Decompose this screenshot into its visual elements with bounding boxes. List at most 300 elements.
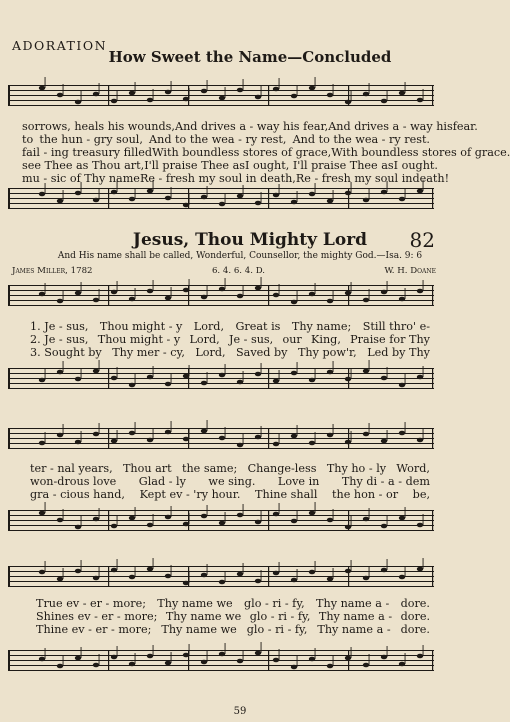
note-head [39,86,45,91]
note-head [327,577,333,582]
note-stem [351,282,352,293]
note-stem [171,421,172,432]
concluded-title: How Sweet the Name—Concluded [108,48,392,66]
note-stem [297,569,298,580]
note-head [39,441,45,446]
note-head [165,382,171,387]
note-stem [63,655,64,666]
note-stem [153,429,154,440]
lyric-segment: Thy name we [161,623,237,636]
note-head [111,376,117,381]
note-head [183,581,189,586]
note-stem [243,504,244,515]
note-stem [351,368,352,379]
note-head [75,440,81,445]
credits [12,266,436,276]
note-stem [279,184,280,195]
lyric-segment: Thy name a - [318,610,393,623]
music-notation [8,368,434,394]
note-head [147,375,153,380]
note-head [399,575,405,580]
system1-verse-line-1 [30,320,430,333]
staff-treble-3 [8,428,434,450]
system2-verse-line-2 [30,475,430,488]
music-notation [8,566,434,592]
barline [108,650,109,671]
note-head [219,580,225,585]
lyric-segment: And drives a - way his [328,120,453,133]
note-head [291,578,297,583]
note-head [237,443,243,448]
note-stem [189,279,190,290]
meter: 6. 4. 6. 4. D. [211,266,266,276]
note-head [93,663,99,668]
note-stem [333,84,334,95]
note-stem [405,507,406,518]
music-notation [8,85,434,111]
note-stem [279,503,280,514]
note-stem [261,511,262,522]
note-head [75,291,81,296]
barline [348,285,349,306]
lyric-segment: And to the wea - ry rest. [292,133,430,146]
staff-bass-2 [8,368,434,390]
note-stem [207,651,208,662]
note-stem [171,373,172,384]
note-head [327,518,333,523]
note-stem [117,181,118,192]
note-stem [369,508,370,519]
note-stem [189,365,190,376]
note-head [273,658,279,663]
note-stem [261,570,262,581]
note-head [363,432,369,437]
note-head [57,664,63,669]
note-stem [423,558,424,569]
note-stem [387,515,388,526]
note-head [93,576,99,581]
lyric-segment: With boundless stores of grace. [331,146,510,159]
lyric-segment: gra - cious hand, [30,488,125,501]
staff-treble-4 [8,566,434,588]
lyric-segment: King, [311,333,341,346]
note-head [147,567,153,572]
concluded-verse-line-1 [22,120,478,133]
note-head [309,86,315,91]
lyric-segment: be, [412,488,430,501]
lyric-segment: see Thee as Thou art, [22,159,145,172]
note-head [183,97,189,102]
lyric-segment: Re - fresh my soul in [295,172,413,185]
note-stem [279,649,280,660]
note-head [39,511,45,516]
staff-bass-4 [8,650,434,672]
barline [432,285,433,306]
lyric-segment: to [22,133,34,146]
note-head [381,524,387,529]
note-stem [99,508,100,519]
note-head [309,378,315,383]
note-head [165,196,171,201]
note-stem [333,424,334,435]
note-stem [171,652,172,663]
barline [268,368,269,389]
note-head [399,662,405,667]
note-head [273,193,279,198]
hymn-number: 82 [409,228,435,252]
concluded-verse-line-4 [22,159,438,172]
note-stem [171,506,172,517]
note-head [237,88,243,93]
note-stem [99,567,100,578]
note-stem [225,193,226,204]
note-stem [315,77,316,88]
note-head [75,525,81,530]
note-head [381,376,387,381]
note-head [363,369,369,374]
note-stem [153,180,154,191]
note-head [291,434,297,439]
lyric-segment: Shines ev - er - more; [36,610,158,623]
note-stem [423,180,424,191]
note-head [399,516,405,521]
note-head [165,661,171,666]
hymn-system2-lyrics [30,462,430,501]
note-stem [207,505,208,516]
note-head [417,289,423,294]
lyric-segment: Thine shall [255,488,318,501]
note-head [111,655,117,660]
note-stem [405,422,406,433]
note-stem [207,564,208,575]
note-stem [297,362,298,373]
lyric-segment: Thy name a - [316,597,390,610]
note-stem [369,289,370,300]
note-head [327,299,333,304]
note-head [345,656,351,661]
barline [268,650,269,671]
note-head [273,87,279,92]
note-stem [351,516,352,527]
barline [348,428,349,449]
note-stem [225,87,226,98]
note-stem [333,190,334,201]
note-head [345,291,351,296]
note-stem [171,565,172,576]
note-stem [387,181,388,192]
note-stem [261,642,262,653]
note-stem [225,427,226,438]
note-head [237,294,243,299]
note-stem [45,432,46,443]
note-head [57,93,63,98]
note-stem [63,361,64,372]
note-stem [171,81,172,92]
lyric-segment: Thy name we [165,610,242,623]
barline [268,510,269,531]
note-stem [225,278,226,289]
note-stem [387,430,388,441]
note-head [93,198,99,203]
lyric-segment: Thy di - a - dem [341,475,430,488]
note-head [183,288,189,293]
lyric-segment: Lord, [189,333,220,346]
note-head [399,197,405,202]
note-head [147,523,153,528]
note-head [417,189,423,194]
note-stem [63,424,64,435]
lyric-segment: And to the wea - ry rest, [149,133,287,146]
lyric-segment: Saved by [236,346,288,359]
note-stem [81,182,82,193]
note-head [165,430,171,435]
note-head [201,660,207,665]
note-head [39,657,45,662]
lyric-segment: dore. [400,597,430,610]
lyric-segment: glo - ri - fy, [244,597,305,610]
note-head [39,570,45,575]
note-stem [261,192,262,203]
note-head [345,377,351,382]
note-head [111,190,117,195]
note-stem [369,189,370,200]
note-stem [189,88,190,99]
note-head [147,289,153,294]
note-stem [45,561,46,572]
note-stem [81,431,82,442]
note-stem [297,510,298,521]
note-stem [297,191,298,202]
barline [268,285,269,306]
lyric-segment: death! [412,172,450,185]
note-stem [63,84,64,95]
note-stem [423,645,424,656]
note-stem [153,366,154,377]
note-head [219,521,225,526]
note-stem [315,183,316,194]
note-head [75,191,81,196]
note-head [39,192,45,197]
music-notation [8,285,434,311]
note-head [327,93,333,98]
lyric-segment: Thou might - y [97,333,181,346]
note-head [345,569,351,574]
note-head [327,199,333,204]
note-stem [189,572,190,583]
note-head [417,567,423,572]
note-stem [99,654,100,665]
note-head [219,373,225,378]
note-stem [153,645,154,656]
note-stem [99,83,100,94]
note-head [255,520,261,525]
note-head [291,519,297,524]
note-stem [405,82,406,93]
note-stem [81,647,82,658]
note-head [57,299,63,304]
note-stem [135,188,136,199]
lyric-segment: dore. [400,610,430,623]
note-head [201,514,207,519]
note-head [237,513,243,518]
note-head [255,95,261,100]
lyric-segment: Thy name a - [317,623,391,636]
note-stem [45,648,46,659]
system2-verse-line-3 [30,488,430,501]
note-stem [279,370,280,381]
note-head [57,518,63,523]
barline [108,428,109,449]
note-stem [333,509,334,520]
note-stem [117,90,118,101]
lyric-segment: Praise for Thy [350,333,430,346]
barline [268,428,269,449]
note-head [93,517,99,522]
note-stem [99,189,100,200]
note-head [93,298,99,303]
note-stem [207,286,208,297]
note-head [129,297,135,302]
note-stem [81,368,82,379]
note-stem [423,89,424,100]
barline [268,85,269,106]
epigraph: And His name shall be called, Wonderful, Counsellor, the mighty God.—Isa. 9: 6 [57,251,423,261]
note-stem [117,515,118,526]
note-head [417,375,423,380]
note-stem [117,367,118,378]
system1-verse-line-3 [30,346,430,359]
note-head [129,575,135,580]
note-stem [369,83,370,94]
note-stem [243,79,244,90]
concluded-verse-line-5 [22,172,450,185]
note-head [147,98,153,103]
note-stem [297,656,298,667]
note-stem [261,277,262,288]
note-stem [261,426,262,437]
hymn-system3-lyrics [36,597,430,636]
note-head [399,91,405,96]
note-stem [135,82,136,93]
note-head [39,378,45,383]
note-stem [135,507,136,518]
lyric-segment: 2. Je - sus, [30,333,89,346]
staff-treble-1 [8,85,434,107]
note-head [219,96,225,101]
note-head [201,573,207,578]
system3-verse-line-3 [36,623,430,636]
note-head [183,522,189,527]
note-head [237,380,243,385]
note-head [255,435,261,440]
note-head [345,440,351,445]
note-stem [279,562,280,573]
note-head [399,297,405,302]
note-head [57,433,63,438]
note-head [363,298,369,303]
note-head [165,296,171,301]
note-head [309,657,315,662]
note-head [147,189,153,194]
barline [108,566,109,587]
author: James Miller, 1782 [12,266,93,276]
note-stem [369,360,370,371]
note-stem [189,644,190,655]
note-stem [153,558,154,569]
note-stem [189,194,190,205]
note-head [237,572,243,577]
note-head [399,383,405,388]
note-stem [369,567,370,578]
note-stem [387,90,388,101]
lyric-segment: the hon - or [332,488,399,501]
hymn-title: Jesus, Thou Mighty Lord [132,230,368,250]
note-stem [369,654,370,665]
barline [108,510,109,531]
note-stem [333,568,334,579]
lyric-segment: I ought, I'll praise Thee as [244,159,394,172]
note-head [111,568,117,573]
lyric-segment: the same; [181,462,238,475]
note-stem [45,183,46,194]
note-stem [315,432,316,443]
note-head [255,201,261,206]
barline [108,368,109,389]
note-head [417,523,423,528]
note-head [255,579,261,584]
note-head [129,431,135,436]
note-head [273,512,279,517]
note-stem [387,646,388,657]
lyric-segment: fail - ing treasury filled [22,146,153,159]
lyric-segment: Led by Thy [367,346,430,359]
barline [432,85,433,106]
note-head [237,194,243,199]
note-stem [225,571,226,582]
barline [432,368,433,389]
note-head [219,287,225,292]
note-head [345,191,351,196]
composer: W. H. Doane [384,266,436,276]
note-head [219,652,225,657]
barline [108,285,109,306]
note-head [345,100,351,105]
note-head [57,370,63,375]
lyric-segment: fear. [452,120,478,133]
system3-verse-line-1 [36,597,430,610]
lyric-segment: Lord, [193,320,225,333]
system1-verse-line-2 [30,333,430,346]
music-notation [8,650,434,676]
note-head [129,383,135,388]
note-stem [261,86,262,97]
barline [432,428,433,449]
lyric-segment: Lord, [195,346,226,359]
note-head [219,202,225,207]
note-stem [423,366,424,377]
note-stem [243,371,244,382]
section-label: ADORATION [12,38,108,53]
lyric-segment: Thy mer - cy, [112,346,185,359]
note-stem [207,80,208,91]
note-stem [243,285,244,296]
lyric-segment: 3. Sought by [30,346,102,359]
lyric-segment: we sing. [208,475,256,488]
note-stem [135,288,136,299]
staff-treble-2 [8,285,434,307]
note-head [327,664,333,669]
lyric-segment: With boundless stores of grace, [152,146,332,159]
